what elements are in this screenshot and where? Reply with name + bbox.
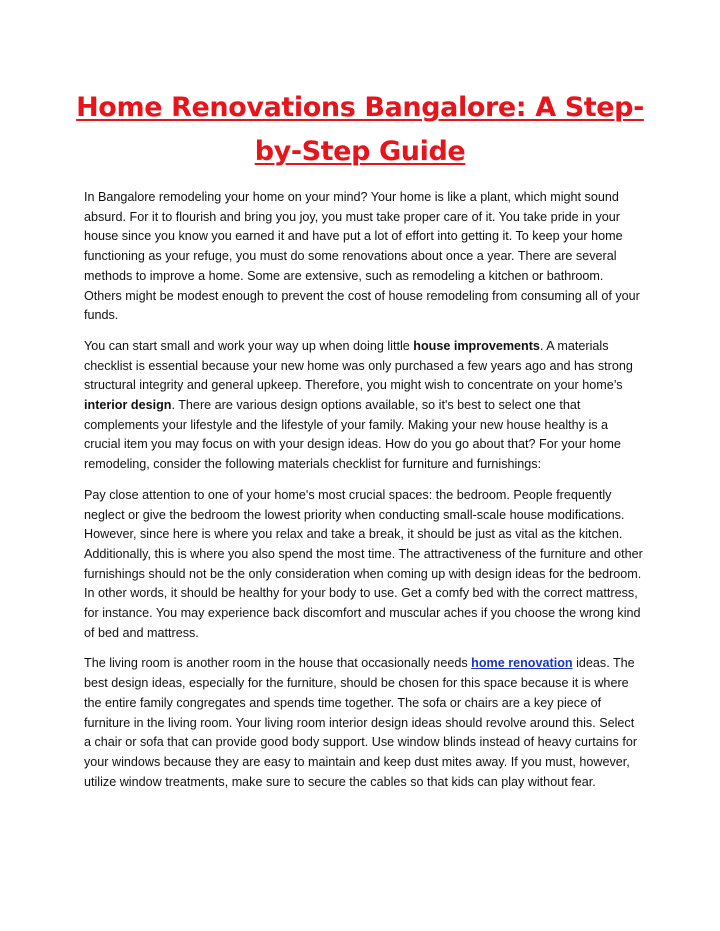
paragraph-text-segment: . A materials checklist is essential because your new home was only purchased a few years ago and has strong structural integrity and general upkeep. Therefore, you might wish to concentrate on your home’s: [84, 338, 633, 393]
paragraph-text-segment: The living room is another room in the house that occasionally needs: [84, 656, 472, 671]
home-renovation-link[interactable]: home renovation: [471, 656, 573, 671]
paragraph-intro: In Bangalore remodeling your home on your mind? Your home is like a plant, which might sound absurd. For it to flourish and bring you joy, you must take proper care of it. You take pride in your house since you know you earned it and have put a lot of effort into getting it. To keep your home functioning as your refuge, you must do some renovations about once a year. There are several methods to improve a home. Some are extensive, such as remodeling a kitchen or bathroom. Others might be modest enough to prevent the cost of house remodeling from consuming all of your funds.: [84, 190, 640, 323]
bold-term-house-improvements: house improvements: [413, 338, 540, 353]
document-title: Home Renovations Bangalore: A Step-by-Step Guide: [76, 92, 644, 167]
paragraph-living-room: [84, 654, 644, 792]
paragraph-materials-checklist: [84, 337, 644, 475]
paragraph-text-segment: ideas. The best design ideas, especially for the furniture, should be chosen for this space because it is where the entire family congregates and spends time together. The sofa or chairs are a key piece of furniture in the living room. Your living room interior design ideas should revolve around this. Select a chair or sofa that can provide good body support. Use window blinds instead of heavy curtains for your windows because they are easy to maintain and keep dust mites away. If you must, however, utilize window treatments, make sure to secure the cables so that kids can play without fear.: [84, 656, 638, 789]
paragraph-text-segment: . There are various design options available, so it's best to select one that complements your lifestyle and the lifestyle of your family. Making your new house healthy is a crucial item you may focus on with your design ideas. How do you go about that? For your home remodeling, consider the following materials checklist for furniture and furnishings:: [84, 398, 621, 472]
document-body: [84, 188, 644, 803]
paragraph-bedroom: Pay close attention to one of your home's most crucial spaces: the bedroom. People frequently neglect or give the bedroom the lowest priority when conducting small-scale house modifications. However, since here is where you relax and take a break, it should be just as vital as the kitchen. Additionally, this is where you also spend the most time. The attractiveness of the furniture and other furnishings should not be the only consideration when coming up with design ideas for the bedroom. In other words, it should be healthy for your body to use. Get a comfy bed with the correct mattress, for instance. You may experience back discomfort and muscular aches if you choose the wrong kind of bed and mattress.: [84, 487, 643, 640]
bold-term-interior-design: interior design: [84, 398, 172, 413]
paragraph-text-segment: You can start small and work your way up when doing little: [84, 338, 414, 353]
